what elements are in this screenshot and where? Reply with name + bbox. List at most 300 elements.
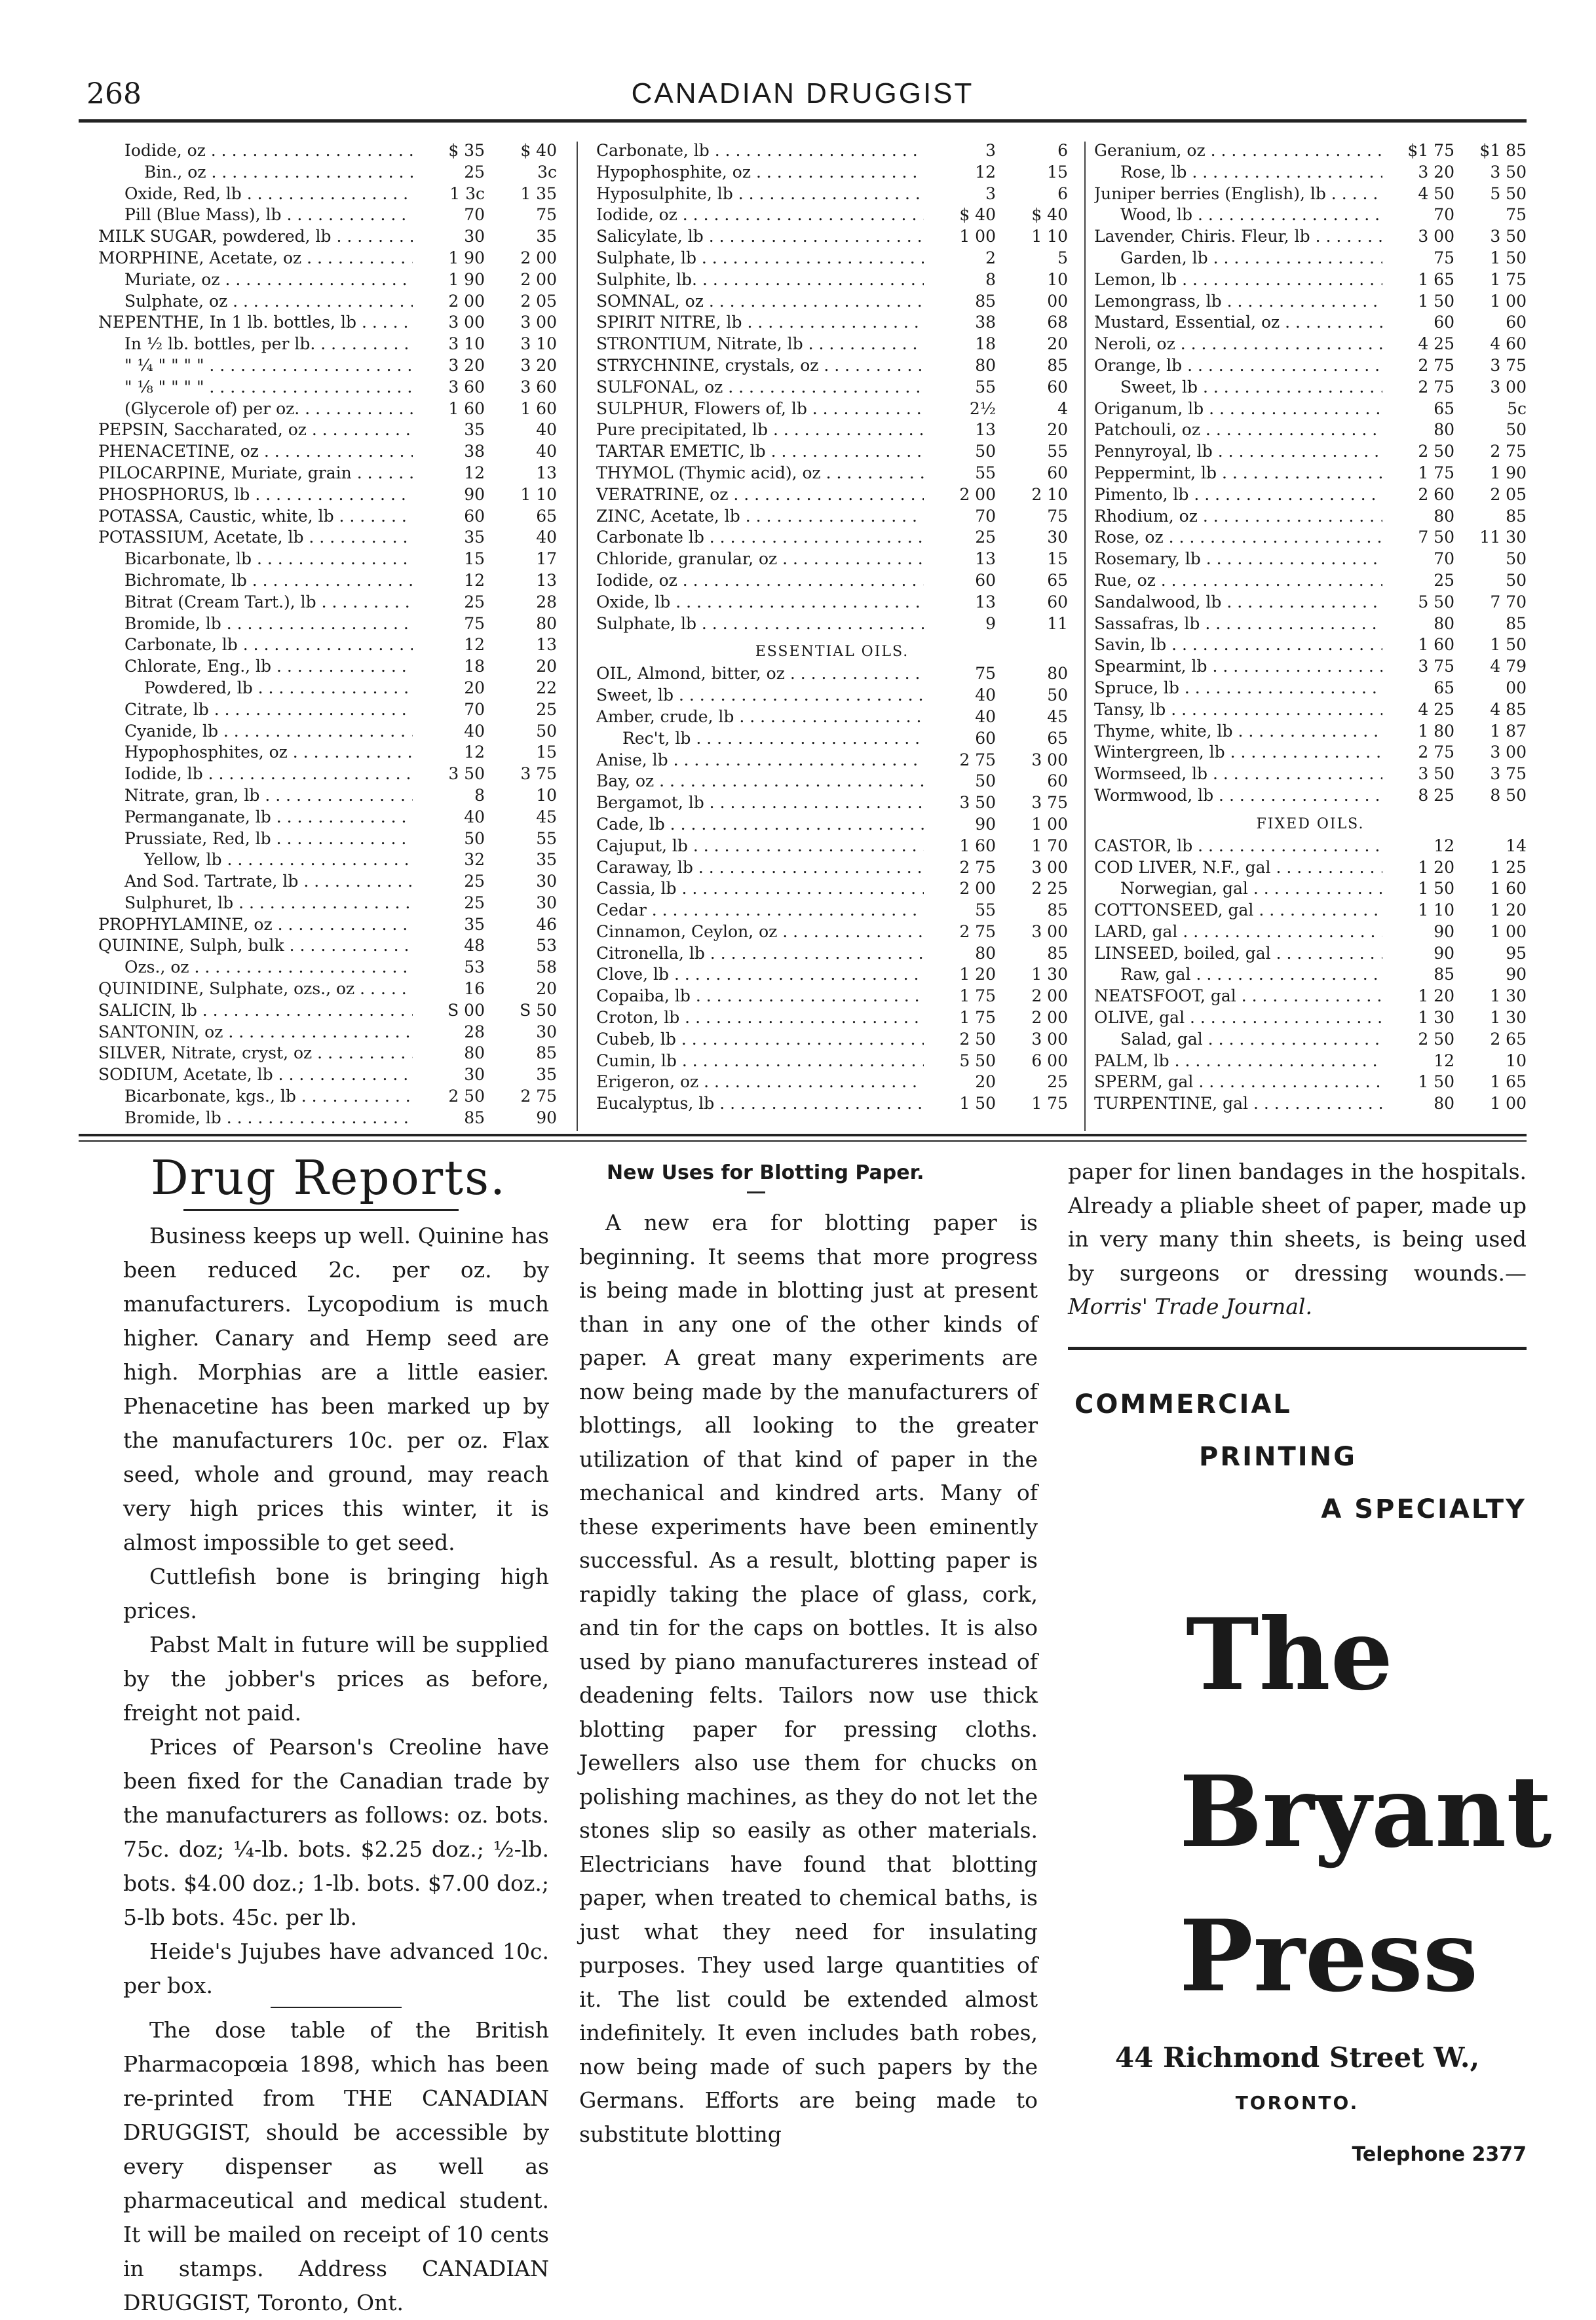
price-high: 1 00 bbox=[1490, 291, 1527, 311]
price-row bbox=[596, 814, 1068, 836]
item-name: Pure precipitated, lb . . . bbox=[596, 419, 924, 441]
item-name: Rose, lb . . . bbox=[1094, 162, 1382, 184]
price-low: 70 bbox=[975, 506, 996, 526]
price-row bbox=[98, 140, 557, 162]
price-high: 3 00 bbox=[1031, 750, 1068, 769]
price-low: 18 bbox=[464, 657, 485, 676]
price-row bbox=[596, 613, 1068, 635]
price-low: 60 bbox=[464, 506, 485, 526]
item-name: COD LIVER, N.F., gal . . . bbox=[1094, 857, 1382, 879]
price-low: 90 bbox=[1434, 943, 1454, 963]
price-high: 80 bbox=[1047, 664, 1068, 684]
item-name: Caraway, lb . . . bbox=[596, 857, 924, 879]
price-high: 60 bbox=[1506, 313, 1527, 332]
price-row bbox=[98, 312, 557, 334]
item-name: Citrate, lb . . . bbox=[98, 699, 413, 721]
price-high: 17 bbox=[536, 549, 557, 569]
item-name: Tansy, lb . . . bbox=[1094, 699, 1382, 721]
price-low: 40 bbox=[464, 807, 485, 826]
price-row bbox=[596, 398, 1068, 420]
paragraph: Heide's Jujubes have advanced 10c. per box. bbox=[123, 1939, 549, 1998]
price-high: 11 bbox=[1047, 613, 1068, 633]
price-high: 00 bbox=[1506, 678, 1527, 697]
price-row bbox=[1094, 900, 1527, 921]
item-name: (Glycerole of) per oz. . . . bbox=[98, 398, 413, 420]
price-row bbox=[596, 964, 1068, 986]
section-rule bbox=[79, 1134, 1527, 1136]
price-column-2 bbox=[596, 140, 1068, 1115]
price-low: 3 00 bbox=[1418, 227, 1454, 246]
price-low: 80 bbox=[975, 943, 996, 963]
item-name: Pill (Blue Mass), lb . . . bbox=[98, 204, 413, 226]
price-row bbox=[98, 269, 557, 291]
price-row bbox=[1094, 721, 1527, 743]
item-name: Chloride, granular, oz . . . bbox=[596, 549, 924, 570]
price-row bbox=[98, 248, 557, 269]
price-row bbox=[98, 549, 557, 570]
price-high: 3 50 bbox=[1490, 227, 1527, 246]
price-high: 55 bbox=[1047, 442, 1068, 461]
price-low: $ 40 bbox=[959, 205, 996, 225]
price-high: 10 bbox=[1506, 1051, 1527, 1070]
price-high: 3 00 bbox=[520, 313, 557, 332]
item-name: SALICIN, lb . . . bbox=[98, 1000, 413, 1022]
price-low: 48 bbox=[464, 936, 485, 956]
price-low: 2½ bbox=[969, 398, 996, 418]
price-low: 32 bbox=[464, 850, 485, 870]
item-name: Cassia, lb . . . bbox=[596, 878, 924, 900]
price-row bbox=[98, 506, 557, 528]
item-name: Neroli, oz . . . bbox=[1094, 334, 1382, 355]
price-low: 1 00 bbox=[959, 227, 996, 246]
price-high: 3 00 bbox=[1490, 377, 1527, 396]
item-name: Savin, lb . . . bbox=[1094, 634, 1382, 656]
price-low: 2 75 bbox=[959, 921, 996, 941]
price-low: 8 25 bbox=[1418, 785, 1454, 805]
price-low: 53 bbox=[464, 957, 485, 977]
price-low: 50 bbox=[975, 442, 996, 461]
price-low: 13 bbox=[975, 420, 996, 440]
price-row bbox=[98, 592, 557, 613]
price-row bbox=[596, 792, 1068, 814]
price-row bbox=[98, 484, 557, 506]
item-name: Wood, lb . . . bbox=[1094, 204, 1382, 226]
price-row bbox=[1094, 506, 1527, 528]
price-low: 30 bbox=[464, 1065, 485, 1085]
price-row bbox=[596, 506, 1068, 528]
price-low: 80 bbox=[1434, 506, 1454, 526]
item-name: Clove, lb . . . bbox=[596, 964, 924, 986]
price-low: 50 bbox=[975, 771, 996, 791]
price-row bbox=[596, 943, 1068, 965]
price-row bbox=[1094, 964, 1527, 986]
item-name: Bromide, lb . . . bbox=[98, 1108, 413, 1129]
price-row bbox=[98, 634, 557, 656]
divider bbox=[1068, 1347, 1527, 1350]
price-row bbox=[596, 441, 1068, 463]
price-low: 28 bbox=[464, 1022, 485, 1041]
price-row bbox=[98, 807, 557, 828]
price-row bbox=[98, 398, 557, 420]
price-low: 75 bbox=[1434, 248, 1454, 267]
price-low: 38 bbox=[464, 442, 485, 461]
price-high: 10 bbox=[536, 785, 557, 805]
price-low: 70 bbox=[464, 205, 485, 225]
price-row bbox=[98, 957, 557, 978]
price-high: 50 bbox=[536, 721, 557, 741]
price-row bbox=[1094, 1007, 1527, 1029]
price-row bbox=[98, 184, 557, 205]
price-low: 30 bbox=[464, 227, 485, 246]
price-row bbox=[98, 1108, 557, 1129]
price-low: 3 00 bbox=[448, 313, 485, 332]
price-low: 90 bbox=[975, 814, 996, 834]
price-high: 2 25 bbox=[1031, 879, 1068, 899]
page-header bbox=[79, 73, 1527, 123]
item-name: Citronella, lb . . . bbox=[596, 943, 924, 965]
price-low: 35 bbox=[464, 420, 485, 440]
price-low: 55 bbox=[975, 463, 996, 482]
price-high: 00 bbox=[1047, 291, 1068, 311]
price-low: 2 00 bbox=[448, 291, 485, 311]
price-row bbox=[1094, 398, 1527, 420]
price-high: 68 bbox=[1047, 313, 1068, 332]
ad-city: TORONTO. bbox=[1235, 2092, 1359, 2114]
item-name: " ⅛ " " " " . . . bbox=[98, 377, 413, 398]
price-row bbox=[98, 162, 557, 184]
price-high: 1 10 bbox=[520, 484, 557, 504]
item-name: Bromide, lb . . . bbox=[98, 613, 413, 635]
price-low: 4 25 bbox=[1418, 334, 1454, 354]
item-name: OLIVE, gal . . . bbox=[1094, 1007, 1382, 1029]
price-high: 1 30 bbox=[1490, 1008, 1527, 1028]
price-low: 85 bbox=[1434, 965, 1454, 984]
paragraph: paper for linen bandages in the hospitals. Already a pliable sheet of paper, made up in very many thin sheets, is being used by surgeons or dressing wounds.— bbox=[1068, 1159, 1527, 1286]
price-low: 18 bbox=[975, 334, 996, 354]
item-name: Geranium, oz . . . bbox=[1094, 140, 1382, 162]
price-high: 35 bbox=[536, 850, 557, 870]
price-low: 40 bbox=[975, 706, 996, 726]
price-high: 85 bbox=[1047, 943, 1068, 963]
item-name: Nitrate, gran, lb . . . bbox=[98, 785, 413, 807]
price-row bbox=[1094, 699, 1527, 721]
price-low: 1 60 bbox=[448, 398, 485, 418]
price-low: 25 bbox=[464, 162, 485, 182]
price-high: 1 20 bbox=[1490, 900, 1527, 920]
item-name: Muriate, oz . . . bbox=[98, 269, 413, 291]
item-name: Bay, oz . . . bbox=[596, 771, 924, 792]
price-low: 80 bbox=[1434, 1094, 1454, 1113]
price-high: 10 bbox=[1047, 269, 1068, 289]
item-name: Lemon, lb . . . bbox=[1094, 269, 1382, 291]
item-name: Bergamot, lb . . . bbox=[596, 792, 924, 814]
blotting-text bbox=[579, 1206, 1038, 2151]
price-row bbox=[98, 441, 557, 463]
price-row bbox=[1094, 162, 1527, 184]
price-high: 85 bbox=[1047, 900, 1068, 920]
heading-dash bbox=[747, 1191, 765, 1193]
price-low: 1 50 bbox=[1418, 1072, 1454, 1092]
price-low: 80 bbox=[464, 1043, 485, 1063]
price-row bbox=[596, 549, 1068, 570]
item-name: Sulphate, oz . . . bbox=[98, 291, 413, 313]
item-name: Wintergreen, lb . . . bbox=[1094, 742, 1382, 764]
price-row bbox=[98, 678, 557, 699]
price-row bbox=[596, 900, 1068, 921]
price-row bbox=[1094, 463, 1527, 484]
price-high: 85 bbox=[1047, 355, 1068, 375]
item-name: POTASSA, Caustic, white, lb . . . bbox=[98, 506, 413, 528]
price-high: 20 bbox=[1047, 420, 1068, 440]
price-low: 2 60 bbox=[1418, 484, 1454, 504]
item-name: Bichromate, lb . . . bbox=[98, 570, 413, 592]
price-row bbox=[596, 226, 1068, 248]
price-high: 2 00 bbox=[520, 248, 557, 267]
price-low: 12 bbox=[464, 570, 485, 590]
item-name: Cumin, lb . . . bbox=[596, 1051, 924, 1072]
item-name: PROPHYLAMINE, oz . . . bbox=[98, 914, 413, 936]
price-row bbox=[596, 1029, 1068, 1051]
item-name: Thyme, white, lb . . . bbox=[1094, 721, 1382, 743]
item-name: Carbonate lb . . . bbox=[596, 527, 924, 549]
price-high: 5c bbox=[1507, 398, 1527, 418]
item-name: MORPHINE, Acetate, oz . . . bbox=[98, 248, 413, 269]
price-high: 2 75 bbox=[520, 1087, 557, 1106]
price-high: 11 30 bbox=[1479, 528, 1527, 547]
price-low: 75 bbox=[464, 613, 485, 633]
price-high: 7 70 bbox=[1490, 592, 1527, 611]
item-name: Amber, crude, lb . . . bbox=[596, 706, 924, 728]
item-name: PHENACETINE, oz . . . bbox=[98, 441, 413, 463]
price-row bbox=[596, 162, 1068, 184]
price-low: 1 90 bbox=[448, 248, 485, 267]
price-high: 30 bbox=[536, 1022, 557, 1041]
price-high: 13 bbox=[536, 463, 557, 482]
item-name: Prussiate, Red, lb . . . bbox=[98, 828, 413, 850]
price-low: 3 60 bbox=[448, 377, 485, 396]
item-name: Carbonate, lb . . . bbox=[596, 140, 924, 162]
item-name: Iodide, oz . . . bbox=[596, 204, 924, 226]
item-name: COTTONSEED, gal . . . bbox=[1094, 900, 1382, 921]
price-low: 1 20 bbox=[1418, 857, 1454, 877]
price-row bbox=[596, 836, 1068, 857]
price-row bbox=[1094, 1051, 1527, 1072]
price-low: 25 bbox=[1434, 570, 1454, 590]
price-low: 3 10 bbox=[448, 334, 485, 354]
price-high: 5 bbox=[1057, 248, 1068, 267]
price-low: 1 50 bbox=[959, 1094, 996, 1113]
price-high: 20 bbox=[536, 979, 557, 999]
price-low: 25 bbox=[464, 893, 485, 912]
price-high: 3 00 bbox=[1031, 857, 1068, 877]
price-section-heading bbox=[1094, 807, 1527, 836]
item-name: Chlorate, Eng., lb . . . bbox=[98, 656, 413, 678]
item-name: SODIUM, Acetate, lb . . . bbox=[98, 1064, 413, 1086]
price-row bbox=[98, 463, 557, 484]
price-high: 3 00 bbox=[1031, 921, 1068, 941]
price-low: 25 bbox=[975, 528, 996, 547]
item-name: In ½ lb. bottles, per lb. . . . bbox=[98, 334, 413, 355]
price-row bbox=[98, 1086, 557, 1108]
price-low: 2 75 bbox=[1418, 743, 1454, 762]
price-high: 2 05 bbox=[1490, 484, 1527, 504]
item-name: Permanganate, lb . . . bbox=[98, 807, 413, 828]
price-row bbox=[596, 204, 1068, 226]
price-high: 3 00 bbox=[1490, 743, 1527, 762]
price-high: 50 bbox=[1506, 549, 1527, 569]
price-row bbox=[98, 613, 557, 635]
item-name: Yellow, lb . . . bbox=[98, 849, 413, 871]
item-name: STRONTIUM, Nitrate, lb . . . bbox=[596, 334, 924, 355]
item-name: Mustard, Essential, oz . . . bbox=[1094, 312, 1382, 334]
item-name: Sulphuret, lb . . . bbox=[98, 893, 413, 914]
item-name: Powdered, lb . . . bbox=[98, 678, 413, 699]
paragraph: Prices of Pearson's Creoline have been fixed for the Canadian trade by the manufacturers as follows: oz. bots. 75c. doz; ¼-lb. bots. $2.25 doz.; ½-lb. bots. $4.00 doz.; 1-lb. bots. $7.00 doz.; 5-lb bots. 45c. per lb. bbox=[123, 1734, 549, 1930]
price-high: 2 00 bbox=[520, 269, 557, 289]
price-row bbox=[596, 377, 1068, 398]
price-low: 50 bbox=[464, 828, 485, 848]
price-low: 85 bbox=[975, 291, 996, 311]
price-row bbox=[1094, 248, 1527, 269]
item-name: Cyanide, lb . . . bbox=[98, 721, 413, 743]
item-name: Hyposulphite, lb . . . bbox=[596, 184, 924, 205]
price-high: 1 30 bbox=[1031, 965, 1068, 984]
price-low: 60 bbox=[1434, 313, 1454, 332]
section-heading-text: ESSENTIAL OILS. bbox=[755, 644, 909, 661]
price-low: 2 50 bbox=[1418, 442, 1454, 461]
price-low: 40 bbox=[464, 721, 485, 741]
price-high: 80 bbox=[536, 613, 557, 633]
price-row bbox=[596, 921, 1068, 943]
price-row bbox=[596, 248, 1068, 269]
item-name: Sandalwood, lb . . . bbox=[1094, 592, 1382, 613]
price-high: $1 85 bbox=[1479, 141, 1527, 160]
price-high: 85 bbox=[1506, 613, 1527, 633]
price-high: 95 bbox=[1506, 943, 1527, 963]
price-high: 4 bbox=[1057, 398, 1068, 418]
price-high: 25 bbox=[1047, 1072, 1068, 1092]
item-name: NEPENTHE, In 1 lb. bottles, lb . . . bbox=[98, 312, 413, 334]
price-low: 60 bbox=[975, 570, 996, 590]
price-row bbox=[596, 269, 1068, 291]
price-row bbox=[596, 1072, 1068, 1093]
price-high: 1 10 bbox=[1031, 227, 1068, 246]
item-name: Garden, lb . . . bbox=[1094, 248, 1382, 269]
price-high: 2 00 bbox=[1031, 1008, 1068, 1028]
price-low: 1 75 bbox=[959, 986, 996, 1006]
item-name: TARTAR EMETIC, lb . . . bbox=[596, 441, 924, 463]
item-name: SILVER, Nitrate, cryst, oz . . . bbox=[98, 1043, 413, 1064]
price-high: 28 bbox=[536, 592, 557, 611]
price-row bbox=[596, 1093, 1068, 1115]
price-low: 12 bbox=[1434, 1051, 1454, 1070]
item-name: Sweet, lb . . . bbox=[596, 685, 924, 706]
price-row bbox=[1094, 1072, 1527, 1093]
item-name: " ¼ " " " " . . . bbox=[98, 355, 413, 377]
price-row bbox=[98, 291, 557, 313]
price-row bbox=[596, 706, 1068, 728]
item-name: SULFONAL, oz . . . bbox=[596, 377, 924, 398]
price-row bbox=[1094, 312, 1527, 334]
price-high: 20 bbox=[536, 657, 557, 676]
item-name: Ozs., oz . . . bbox=[98, 957, 413, 978]
price-high: 30 bbox=[1047, 528, 1068, 547]
item-name: Cinnamon, Ceylon, oz . . . bbox=[596, 921, 924, 943]
price-row bbox=[1094, 986, 1527, 1007]
price-row bbox=[596, 1007, 1068, 1029]
price-high: 4 79 bbox=[1490, 657, 1527, 676]
price-low: 1 30 bbox=[1418, 1008, 1454, 1028]
price-low: 3 bbox=[985, 141, 996, 160]
price-high: 1 70 bbox=[1031, 836, 1068, 855]
item-name: Salad, gal . . . bbox=[1094, 1029, 1382, 1051]
price-high: 2 10 bbox=[1031, 484, 1068, 504]
price-high: 65 bbox=[1047, 728, 1068, 748]
price-row bbox=[98, 204, 557, 226]
price-high: 45 bbox=[1047, 706, 1068, 726]
item-name: Anise, lb . . . bbox=[596, 750, 924, 771]
price-row bbox=[596, 334, 1068, 355]
price-row bbox=[1094, 226, 1527, 248]
price-row bbox=[596, 570, 1068, 592]
price-low: 12 bbox=[464, 743, 485, 762]
item-name: Eucalyptus, lb . . . bbox=[596, 1093, 924, 1115]
item-name: Wormwood, lb . . . bbox=[1094, 785, 1382, 807]
price-row bbox=[98, 871, 557, 893]
price-low: 1 65 bbox=[1418, 269, 1454, 289]
price-low: 12 bbox=[464, 463, 485, 482]
price-row bbox=[1094, 878, 1527, 900]
price-row bbox=[596, 728, 1068, 750]
price-row bbox=[596, 291, 1068, 313]
item-name: Bicarbonate, kgs., lb . . . bbox=[98, 1086, 413, 1108]
page-number: 268 bbox=[86, 77, 142, 111]
item-name: Oxide, lb . . . bbox=[596, 592, 924, 613]
price-low: 1 20 bbox=[1418, 986, 1454, 1006]
item-name: PALM, lb . . . bbox=[1094, 1051, 1382, 1072]
price-low: 8 bbox=[474, 785, 485, 805]
price-row bbox=[1094, 334, 1527, 355]
price-high: 40 bbox=[536, 420, 557, 440]
item-name: VERATRINE, oz . . . bbox=[596, 484, 924, 506]
price-high: 13 bbox=[536, 635, 557, 655]
heading-rule bbox=[183, 1209, 459, 1211]
price-low: 35 bbox=[464, 528, 485, 547]
price-row bbox=[596, 685, 1068, 706]
price-low: S 00 bbox=[447, 1000, 485, 1020]
price-row bbox=[98, 914, 557, 936]
price-row bbox=[596, 419, 1068, 441]
price-low: $1 75 bbox=[1407, 141, 1454, 160]
price-row bbox=[1094, 678, 1527, 699]
price-high: 1 30 bbox=[1490, 986, 1527, 1006]
price-high: 35 bbox=[536, 227, 557, 246]
price-row bbox=[1094, 291, 1527, 313]
item-name: POTASSIUM, Acetate, lb . . . bbox=[98, 527, 413, 549]
price-high: 75 bbox=[536, 205, 557, 225]
price-low: 20 bbox=[975, 1072, 996, 1092]
item-name: Rue, oz . . . bbox=[1094, 570, 1382, 592]
item-name: SANTONIN, oz . . . bbox=[98, 1022, 413, 1043]
item-name: TURPENTINE, gal . . . bbox=[1094, 1093, 1382, 1115]
price-column-1 bbox=[98, 140, 557, 1129]
price-high: 1 25 bbox=[1490, 857, 1527, 877]
price-high: 60 bbox=[1047, 592, 1068, 611]
ad-line: A SPECIALTY bbox=[1321, 1494, 1527, 1524]
price-row bbox=[1094, 441, 1527, 463]
item-name: Carbonate, lb . . . bbox=[98, 634, 413, 656]
price-row bbox=[98, 419, 557, 441]
